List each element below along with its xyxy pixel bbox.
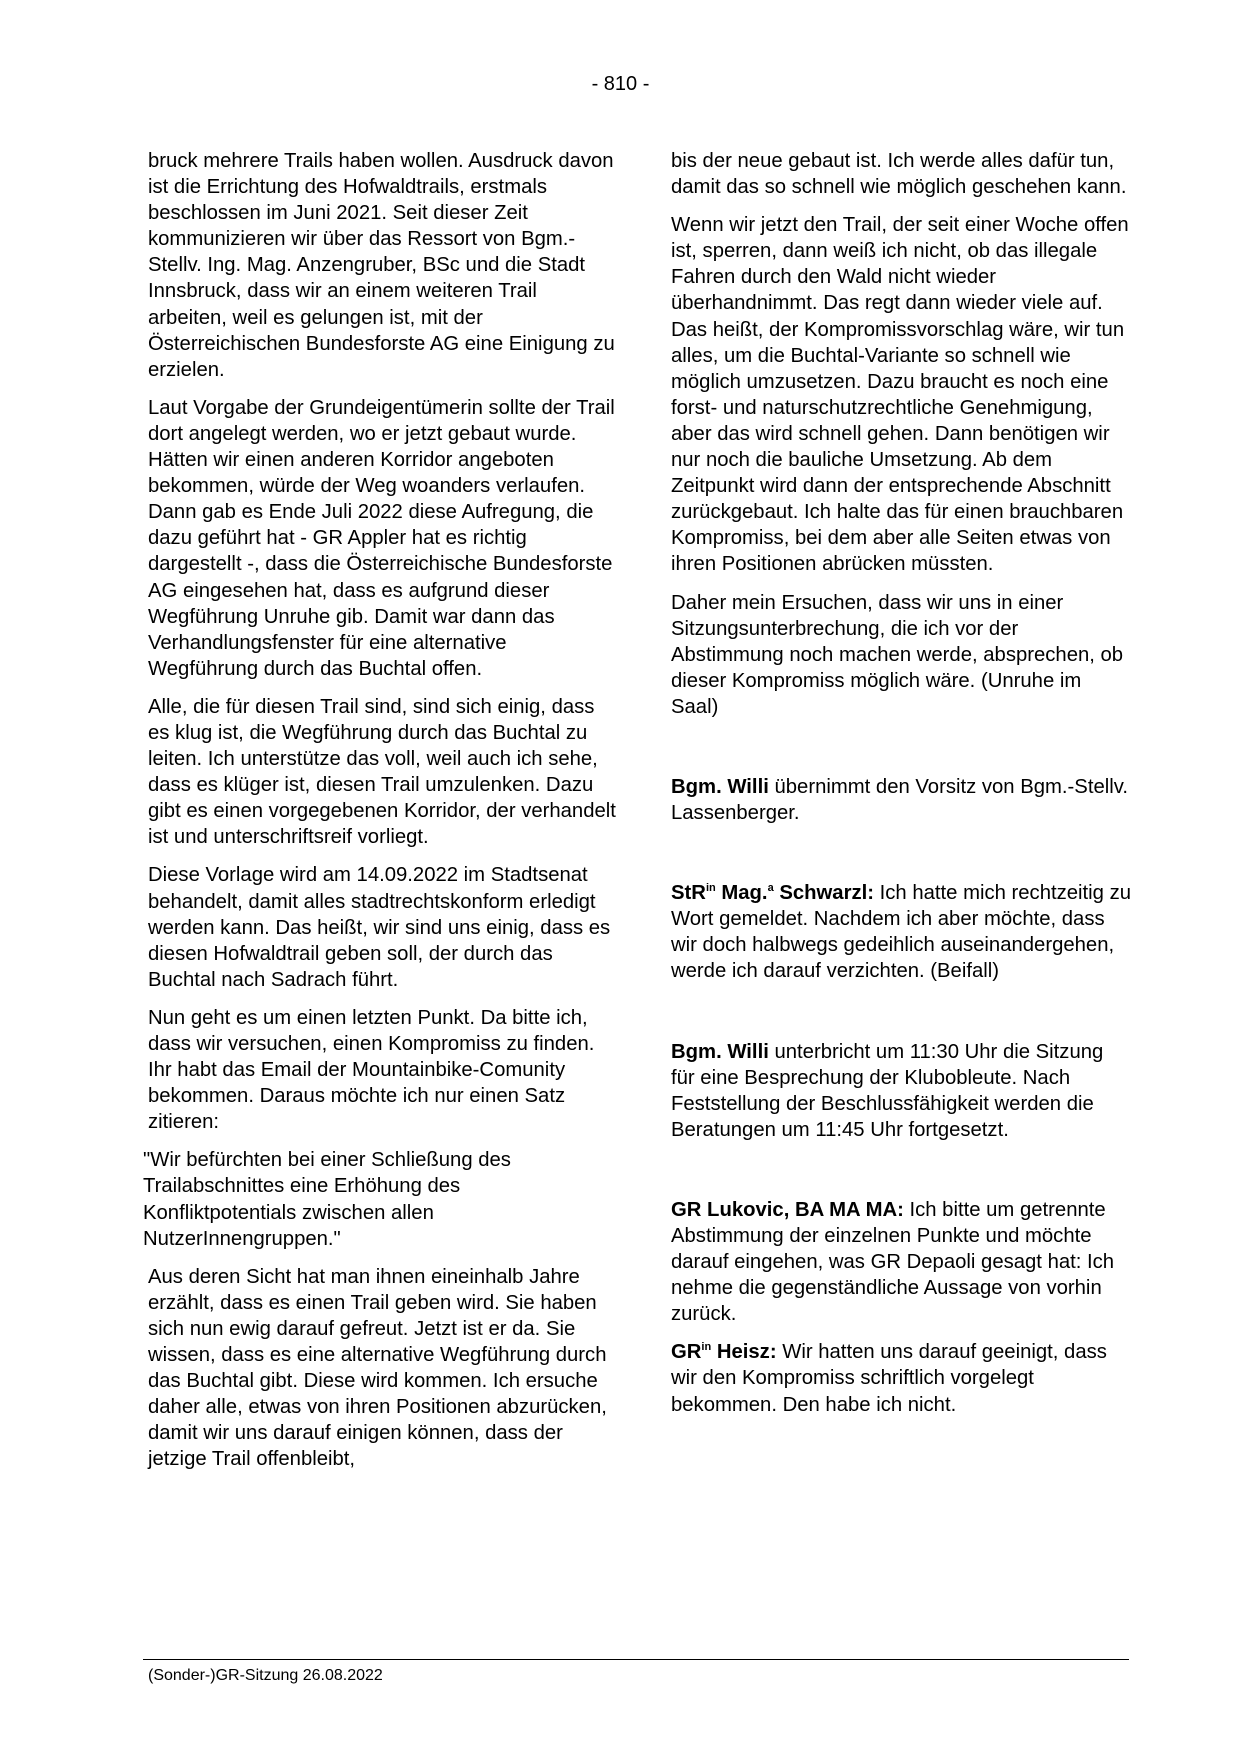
speaker-statement	[671, 1039, 1131, 1143]
speaker-name: $GR^{in}$ Heisz:	[671, 1341, 777, 1364]
paragraph: Wenn wir jetzt den Trail, der seit einer Woche offen ist, sperren, dann weiß ich nicht, ob das illegale Fahren durch den Wald nicht wieder überhandnimmt. Das regt dann wieder viele auf. Das heißt, der Kompromissvorschlag wäre, wir tun alles, um die Buchtal-Variante so schnell wie möglich umzusetzen. Dazu braucht es noch eine forst- und naturschutzrechtliche Genehmigung, aber das wird schnell gehen. Dann benötigen wir nur noch die bauliche Umsetzung. Ab dem Zeitpunkt wird dann der entsprechende Abschnitt zurückgebaut. Ich halte das für einen brauchbaren Kompromiss, bei dem aber alle Seiten etwas von ihren Positionen abrücken müssten.	[671, 214, 1129, 576]
page-number: - 810 -	[591, 73, 650, 95]
statement-text: Wir hatten uns darauf geeinigt, dass wir den Kompromiss schriftlich vorgelegt bekommen. Den habe ich nicht.	[671, 1341, 1107, 1416]
speaker-name: GR Lukovic, BA MA MA:	[671, 1198, 904, 1221]
speaker-statement	[671, 880, 1131, 984]
paragraph: bis der neue gebaut ist. Ich werde alles dafür tun, damit das so schnell wie möglich geschehen kann.	[671, 150, 1127, 199]
speaker-name: StR$^{in}$ Mag.$^a$ Schwarzl:	[671, 882, 874, 905]
speaker-statement	[671, 1197, 1131, 1327]
paragraph: Diese Vorlage wird am 14.09.2022 im Stadtsenat behandelt, damit alles stadtrechtskonform erledigt werden kann. Das heißt, wir sind uns einig, dass es diesen Hofwaldtrail geben soll, der durch das Buchtal nach Sadrach führt.	[148, 864, 611, 991]
footer-divider	[143, 1659, 1129, 1660]
statement-text: übernimmt den Vorsitz von Bgm.-Stellv. Lassenberger.	[671, 775, 1129, 825]
quotation: "Wir befürchten bei einer Schließung des Trailabschnittes eine Erhöhung des Konfliktpotentials zwischen allen NutzerInnengruppen."	[143, 1149, 511, 1250]
footer-text: (Sonder-)GR-Sitzung 26.08.2022	[148, 1667, 383, 1684]
paragraph: Nun geht es um einen letzten Punkt. Da bitte ich, dass wir versuchen, einen Kompromiss zu finden. Ihr habt das Email der Mountainbike-Comunity bekommen. Daraus möchte ich nur einen Satz zitieren:	[148, 1006, 595, 1134]
statement-text: unterbricht um 11:30 Uhr die Sitzung für eine Besprechung der Klubobleute. Nach Feststellung der Beschlussfähigkeit werden die Beratungen um 11:45 Uhr fortgesetzt.	[671, 1040, 1104, 1141]
paragraph: bruck mehrere Trails haben wollen. Ausdruck davon ist die Errichtung des Hofwaldtrails, erstmals beschlossen im Juni 2021. Seit dieser Zeit kommunizieren wir über das Ressort von Bgm.-Stellv. Ing. Mag. Anzengruber, BSc und die Stadt Innsbruck, dass wir an einem weiteren Trail arbeiten, weil es gelungen ist, mit der Österreichischen Bundesforste AG eine Einigung zu erzielen.	[148, 150, 615, 381]
speaker-statement	[671, 774, 1131, 826]
speaker-name: Bgm. Willi	[671, 1040, 769, 1063]
statement-text: Ich hatte mich rechtzeitig zu Wort gemeldet. Nachdem ich aber möchte, dass wir doch halbwegs gedeihlich auseinandergehen, werde ich darauf verzichten. (Beifall)	[671, 882, 1132, 983]
paragraph: Daher mein Ersuchen, dass wir uns in einer Sitzungsunterbrechung, die ich vor der Abstimmung noch machen werde, absprechen, ob dieser Kompromiss möglich wäre. (Unruhe im Saal)	[671, 591, 1124, 718]
paragraph: Laut Vorgabe der Grundeigentümerin sollte der Trail dort angelegt werden, wo er jetzt gebaut wurde. Hätten wir einen anderen Korridor angeboten bekommen, würde der Weg woanders verlaufen. Dann gab es Ende Juli 2022 diese Aufregung, die dazu geführt hat - GR Appler hat es richtig dargestellt -, dass die Österreichische Bundesforste AG eingesehen hat, dass es aufgrund dieser Wegführung Unruhe gib. Damit war dann das Verhandlungsfenster für eine alternative Wegführung durch das Buchtal offen.	[148, 396, 615, 680]
statement-text: Ich bitte um getrennte Abstimmung der einzelnen Punkte und möchte darauf eingehen, was GR Depaoli gesagt hat: Ich nehme die gegenständliche Aussage von vorhin zurück.	[671, 1198, 1115, 1326]
left-column	[143, 148, 618, 1485]
paragraph: Aus deren Sicht hat man ihnen eineinhalb Jahre erzählt, dass es einen Trail geben wird. Sie haben sich nun ewig darauf gefreut. Jetzt ist er da. Sie wissen, dass es eine alternative Wegführung durch das Buchtal gibt. Diese wird kommen. Ich ersuche daher alle, etwas von ihren Positionen abzurücken, damit wir uns darauf einigen können, dass der jetzige Trail offenbleibt,	[148, 1265, 607, 1471]
right-column	[671, 148, 1131, 1430]
speaker-name: Bgm. Willi	[671, 775, 769, 798]
paragraph: Alle, die für diesen Trail sind, sind sich einig, dass es klug ist, die Wegführung durch das Buchtal zu leiten. Ich unterstütze das voll, weil auch ich sehe, dass es klüger ist, diesen Trail umzulenken. Dazu gibt es einen vorgegebenen Korridor, der verhandelt ist und unterschriftsreif vorliegt.	[148, 695, 616, 849]
speaker-statement	[671, 1339, 1131, 1417]
